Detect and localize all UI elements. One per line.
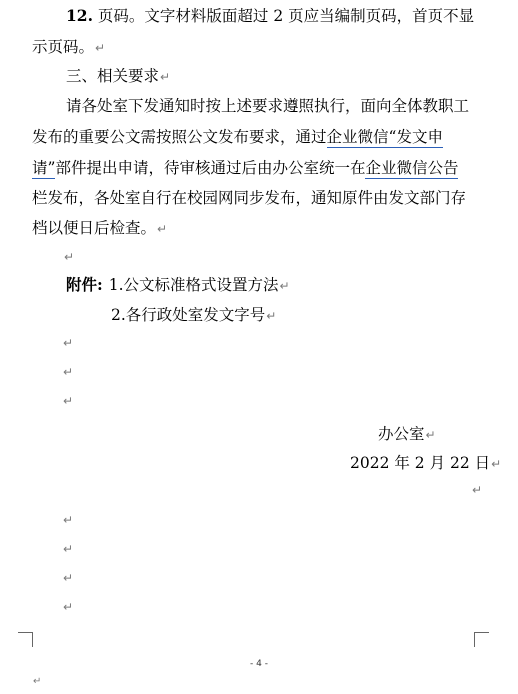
section-heading-text: 三、相关要求 <box>66 67 160 85</box>
paragraph-mark-icon: ↵ <box>425 428 436 442</box>
paragraph-mark-icon: ↵ <box>266 309 277 323</box>
paragraph-text: 请各处室下发通知时按上述要求遵照执行，面向全体教职工 <box>66 97 470 115</box>
paragraph-mark-icon: ↵ <box>491 457 502 471</box>
page-number: - 4 - <box>250 659 268 669</box>
paragraph-mark-icon: ↵ <box>33 676 42 687</box>
underlined-text: 企业微信公告 <box>365 159 459 177</box>
doc-paragraph-2-line-5 <box>32 218 492 239</box>
paragraph-mark-icon: ↵ <box>63 513 74 527</box>
doc-paragraph-2-line-2 <box>32 127 492 147</box>
doc-paragraph-2-line-3 <box>32 158 492 178</box>
underlined-text: 企业微信“发文申 <box>326 128 443 146</box>
doc-paragraph-1-line-1 <box>66 6 492 26</box>
paragraph-mark-icon: ↵ <box>472 483 483 497</box>
paragraph-mark-icon: ↵ <box>160 70 171 84</box>
attachment-line-1 <box>66 275 492 296</box>
paragraph-text: 页码。文字材料版面超过 2 页应当编制页码，首页不显 <box>92 7 475 25</box>
margin-corner-right <box>474 632 489 647</box>
doc-paragraph-1-line-2 <box>32 37 492 58</box>
paragraph-mark-icon: ↵ <box>63 365 74 379</box>
paragraph-text: 部件提出申请，待审核通过后由办公室统一在 <box>55 159 366 177</box>
paragraph-text: 示页码。 <box>32 38 95 56</box>
item-number: 12. <box>66 6 93 25</box>
attachment-label: 附件: <box>66 275 103 294</box>
attachment-item: 1.公文标准格式设置方法 <box>108 276 279 294</box>
paragraph-mark-icon: ↵ <box>63 394 74 408</box>
paragraph-text: 档以便日后检查。 <box>32 219 157 237</box>
paragraph-mark-icon: ↵ <box>63 336 74 350</box>
paragraph-text: 发布的重要公文需按照公文发布要求，通过 <box>32 128 327 146</box>
margin-corner-left <box>18 632 33 647</box>
paragraph-mark-icon: ↵ <box>63 571 74 585</box>
section-heading <box>66 66 492 87</box>
date-line <box>350 453 501 474</box>
date-text: 2022 年 2 月 22 日 <box>350 454 491 472</box>
paragraph-mark-icon: ↵ <box>279 279 290 293</box>
attachment-line-2 <box>111 305 492 326</box>
underlined-text: 请” <box>32 159 56 177</box>
paragraph-text: 栏发布，各处室自行在校园网同步发布，通知原件由发文部门存 <box>32 189 467 207</box>
signature-text: 办公室 <box>378 425 425 443</box>
paragraph-mark-icon: ↵ <box>95 41 106 55</box>
doc-paragraph-2-line-4 <box>32 188 492 208</box>
paragraph-mark-icon: ↵ <box>63 542 74 556</box>
paragraph-mark-icon: ↵ <box>64 250 75 264</box>
doc-paragraph-2-line-1 <box>66 96 492 116</box>
paragraph-mark-icon: ↵ <box>157 222 168 236</box>
attachment-item: 2.各行政处室发文字号 <box>111 306 266 324</box>
paragraph-mark-icon: ↵ <box>63 600 74 614</box>
signature-line <box>378 424 436 445</box>
